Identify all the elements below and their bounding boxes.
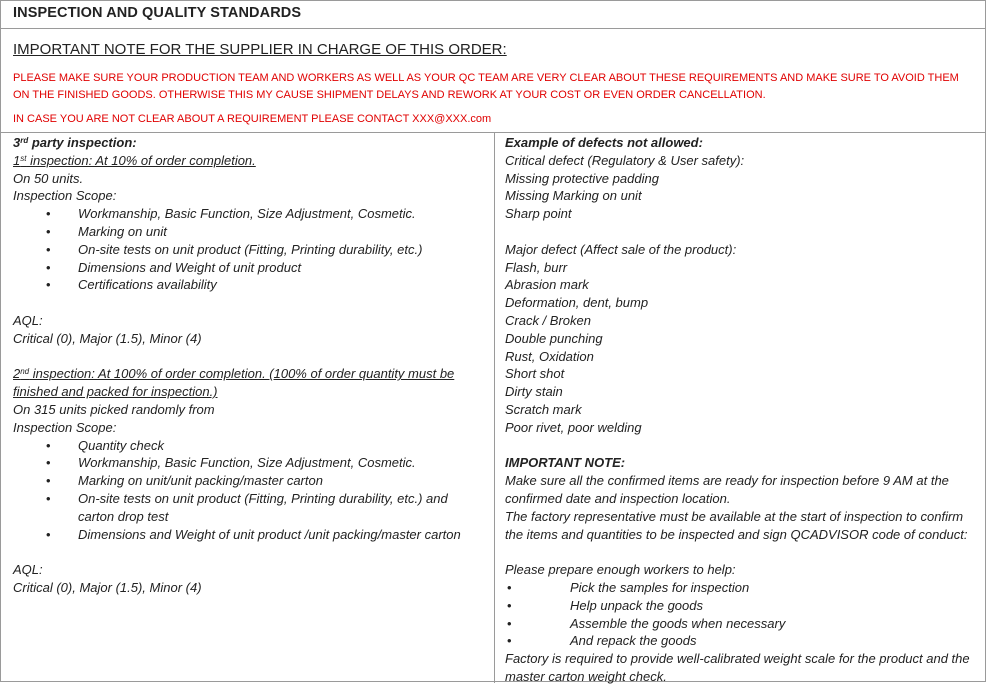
- aql2-value: Critical (0), Major (1.5), Minor (4): [13, 579, 202, 595]
- note-heading: IMPORTANT NOTE FOR THE SUPPLIER IN CHARGE OF THIS ORDER:: [13, 41, 507, 58]
- first-inspection-units: On 50 units.: [13, 170, 84, 186]
- list-item: Short shot: [505, 366, 565, 382]
- list-item: Missing protective padding: [505, 170, 659, 186]
- inspection-column: [13, 134, 483, 597]
- aql-label: AQL:: [13, 312, 43, 328]
- list-item: • Dimensions and Weight of unit product: [46, 259, 302, 275]
- list-item: • Assemble the goods when necessary: [507, 615, 786, 631]
- list-item: • Dimensions and Weight of unit product /unit packing/master carton: [46, 526, 461, 542]
- aql2-label: AQL:: [13, 562, 43, 578]
- list-item: • On-site tests on unit product (Fitting, Printing durability, etc.) and carton drop test: [46, 490, 448, 524]
- note-warning: PLEASE MAKE SURE YOUR PRODUCTION TEAM AND WORKERS AS WELL AS YOUR QC TEAM ARE VERY CLEAR ABOUT THESE REQUIREMENTS AND MAKE SURE TO AVOID THEM ON THE FINISHED GOODS. OTHERWISE THIS MY CAUSE SHIPMENT DELAYS AND REWORK AT YOUR COST OR EVEN ORDER CANCELLATION.: [13, 72, 959, 101]
- list-item: Poor rivet, poor welding: [505, 419, 642, 435]
- list-item: • Workmanship, Basic Function, Size Adjustment, Cosmetic.: [46, 206, 416, 222]
- second-inspection-units: On 315 units picked randomly from: [13, 401, 215, 417]
- column-divider: [494, 133, 495, 683]
- scale-note: Factory is required to provide well-calibrated weight scale for the product and the master carton weight check.: [505, 651, 970, 684]
- list-item: Dirty stain: [505, 384, 563, 400]
- party-inspection-heading: 3rd party inspection:: [13, 135, 137, 150]
- note-contact: IN CASE YOU ARE NOT CLEAR ABOUT A REQUIREMENT PLEASE CONTACT XXX@XXX.com: [13, 113, 492, 125]
- list-item: • Workmanship, Basic Function, Size Adjustment, Cosmetic.: [46, 455, 416, 471]
- list-item: Flash, burr: [505, 259, 568, 275]
- supplier-note-section: [1, 29, 985, 133]
- list-item: • Marking on unit: [46, 223, 167, 239]
- scope-list-1: [13, 205, 483, 294]
- workers-list: [505, 579, 975, 650]
- list-item: • Certifications availability: [46, 277, 217, 293]
- list-item: • Help unpack the goods: [507, 597, 703, 613]
- scope-list-2: [13, 437, 483, 544]
- list-item: Deformation, dent, bump: [505, 295, 649, 311]
- major-heading: Major defect (Affect sale of the product):: [505, 241, 737, 257]
- list-item: • Quantity check: [46, 437, 164, 453]
- list-item: • And repack the goods: [507, 633, 697, 649]
- important-heading: IMPORTANT NOTE:: [505, 455, 626, 471]
- important-paragraph-2: The factory representative must be available at the start of inspection to confirm the items and quantities to be inspected and sign QCADVISOR code of conduct:: [505, 508, 968, 542]
- list-item: • Marking on unit/unit packing/master carton: [46, 473, 323, 489]
- list-item: Missing Marking on unit: [505, 188, 642, 204]
- list-item: • Pick the samples for inspection: [507, 579, 750, 595]
- workers-heading: Please prepare enough workers to help:: [505, 562, 736, 578]
- scope-label-2: Inspection Scope:: [13, 419, 117, 435]
- list-item: Double punching: [505, 330, 603, 346]
- first-inspection-heading: 1st inspection: At 10% of order completion.: [13, 152, 256, 168]
- list-item: Abrasion mark: [505, 277, 589, 293]
- list-item: • On-site tests on unit product (Fitting, Printing durability, etc.): [46, 241, 423, 257]
- defects-column: [505, 134, 975, 686]
- important-paragraph-1: Make sure all the confirmed items are ready for inspection before 9 AM at the confirmed date and inspection location.: [505, 473, 949, 506]
- list-item: Crack / Broken: [505, 312, 591, 328]
- list-item: Rust, Oxidation: [505, 348, 594, 364]
- aql-value: Critical (0), Major (1.5), Minor (4): [13, 330, 202, 346]
- page-title: INSPECTION AND QUALITY STANDARDS: [13, 5, 302, 21]
- scope-label: Inspection Scope:: [13, 188, 117, 204]
- title-row: [1, 1, 985, 29]
- critical-heading: Critical defect (Regulatory & User safety):: [505, 152, 745, 168]
- defects-heading: Example of defects not allowed:: [505, 135, 703, 150]
- list-item: Scratch mark: [505, 401, 582, 417]
- second-inspection-heading: 2nd inspection: At 100% of order completion. (100% of order quantity must be finished and packed for inspection.): [13, 366, 455, 400]
- list-item: Sharp point: [505, 206, 572, 222]
